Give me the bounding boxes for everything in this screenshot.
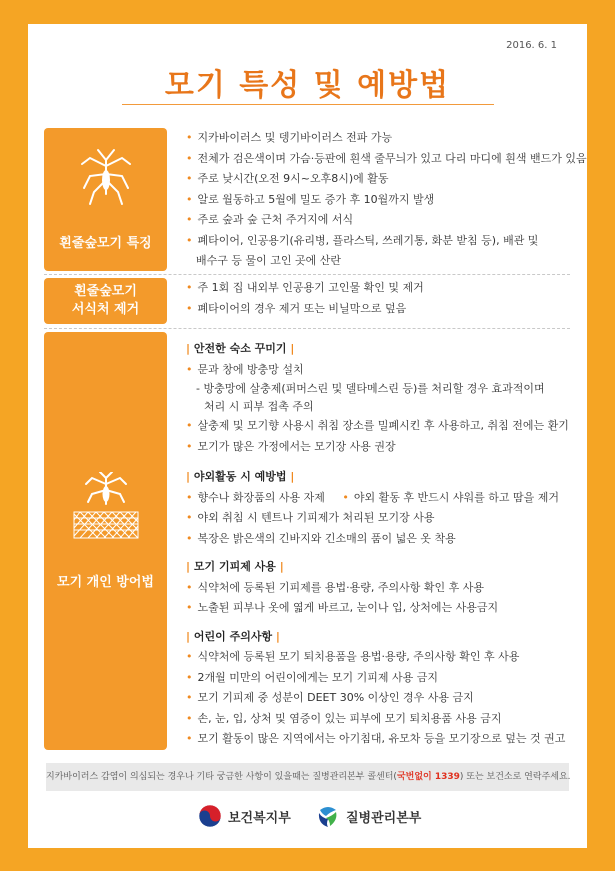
- notice-text: 지카바이러스 감염이 의심되는 경우나 기타 궁금한 사항이 있을때는 질병관리본부 콜센터(: [46, 772, 397, 782]
- list-item: • 알로 월동하고 5월에 밀도 증가 후 10월까지 발생: [186, 190, 587, 211]
- list-item: • 손, 눈, 입, 상처 및 염증이 있는 피부에 모기 퇴치용품 사용 금지: [186, 709, 569, 730]
- section-heading: | 안전한 숙소 꾸미기 |: [186, 342, 295, 355]
- poster: [28, 24, 587, 848]
- page-title: 모기 특성 및 예방법: [164, 68, 451, 103]
- list-item: • 모기 기피제 중 성분이 DEET 30% 이상인 경우 사용 금지: [186, 688, 569, 709]
- contact-notice: [46, 763, 569, 791]
- habitat-list: [186, 278, 424, 319]
- mosquito-net-icon: [70, 472, 142, 544]
- list-item: • 모기 활동이 많은 지역에서는 아기침대, 유모차 등을 모기장으로 덮는 것 권고: [186, 729, 569, 750]
- list-item: • 향수나 화장품의 사용 자제: [186, 491, 325, 504]
- characteristics-list: [186, 128, 587, 272]
- hotline-number: 국번없이 1339: [396, 772, 460, 782]
- taegeuk-icon: [198, 804, 222, 828]
- section-heading: | 모기 기피제 사용 |: [186, 560, 284, 573]
- list-item: • 모기가 많은 가정에서는 모기장 사용 권장: [186, 437, 569, 458]
- list-item: • 지카바이러스 및 뎅기바이러스 전파 가능: [186, 128, 587, 149]
- list-item: • 식약처에 등록된 모기 퇴치용품을 용법·용량, 주의사항 확인 후 사용: [186, 647, 569, 668]
- list-item: • 살충제 및 모기향 사용시 취침 장소를 밀폐시킨 후 사용하고, 취침 전에는 환기: [186, 416, 569, 437]
- list-item: • 주로 낮시간(오전 9시~오후8시)에 활동: [186, 169, 587, 190]
- kcdc-name: 질병관리본부: [346, 810, 422, 826]
- label-habitat-line1: 흰줄숲모기: [74, 284, 137, 299]
- list-item: • 주 1회 집 내외부 인공용기 고인물 확인 및 제거: [186, 278, 424, 299]
- list-item-pair: [186, 488, 569, 509]
- section-heading: | 야외활동 시 예방법 |: [186, 470, 295, 483]
- divider: [44, 328, 570, 329]
- list-item: • 노출된 피부나 옷에 엷게 바르고, 눈이나 입, 상처에는 사용금지: [186, 598, 569, 619]
- list-item: • 복장은 밝은색의 긴바지와 긴소매의 품이 넓은 옷 착용: [186, 529, 569, 550]
- list-item: • 전체가 검은색이며 가슴·등판에 흰색 줄무늬가 있고 다리 마디에 흰색 밴드가 있음: [186, 149, 587, 170]
- kcdc-logo: [316, 801, 421, 831]
- label-characteristics-text: 흰줄숲모기 특징: [59, 236, 152, 251]
- list-subitem: - 방충망에 살충제(퍼머스린 및 델타메스린 등)를 처리할 경우 효과적이며: [196, 382, 545, 395]
- ministry-logo: [198, 801, 291, 831]
- list-item: • 폐타이어의 경우 제거 또는 비닐막으로 덮음: [186, 299, 424, 320]
- list-subitem: 처리 시 피부 접촉 주의: [204, 400, 314, 413]
- label-habitat: [44, 278, 167, 324]
- protection-list: [186, 337, 569, 750]
- heading-text: 야외활동 시 예방법: [193, 470, 287, 483]
- mosquito-icon: [78, 146, 134, 206]
- label-characteristics: [44, 128, 167, 271]
- label-protection-text: 모기 개인 방어법: [57, 575, 154, 590]
- heading-text: 안전한 숙소 꾸미기: [193, 342, 287, 355]
- list-item: • 폐타이어, 인공용기(유리병, 플라스틱, 쓰레기통, 화분 받침 등), 배관 및: [186, 231, 587, 252]
- label-habitat-line2: 서식처 제거: [71, 302, 140, 317]
- divider: [44, 274, 570, 275]
- list-item-continuation: 배수구 등 물이 고인 곳에 산란: [196, 254, 341, 267]
- list-item: • 주로 숲과 숲 근처 주거지에 서식: [186, 210, 587, 231]
- ministry-name: 보건복지부: [228, 810, 291, 826]
- list-item: • 식약처에 등록된 기피제를 용법·용량, 주의사항 확인 후 사용: [186, 578, 569, 599]
- section-heading: | 어린이 주의사항 |: [186, 629, 280, 643]
- list-item: • 야외 취침 시 텐트나 기피제가 처리된 모기장 사용: [186, 508, 569, 529]
- notice-text-end: ) 또는 보건소로 연락주세요.: [459, 772, 571, 782]
- heading-text: 어린이 주의사항: [193, 629, 273, 643]
- heading-text: 모기 기피제 사용: [193, 560, 276, 573]
- list-item: • 2개월 미만의 어린이에게는 모기 기피제 사용 금지: [186, 668, 569, 689]
- date: 2016. 6. 1: [506, 40, 557, 51]
- list-item: • 문과 창에 방충망 설치: [186, 360, 569, 381]
- footer-logos: [28, 801, 587, 831]
- kcdc-icon: [316, 804, 340, 828]
- title-underline: [122, 104, 494, 105]
- list-item: • 야외 활동 후 반드시 샤워를 하고 땀을 제거: [342, 491, 559, 504]
- label-protection: [44, 332, 167, 750]
